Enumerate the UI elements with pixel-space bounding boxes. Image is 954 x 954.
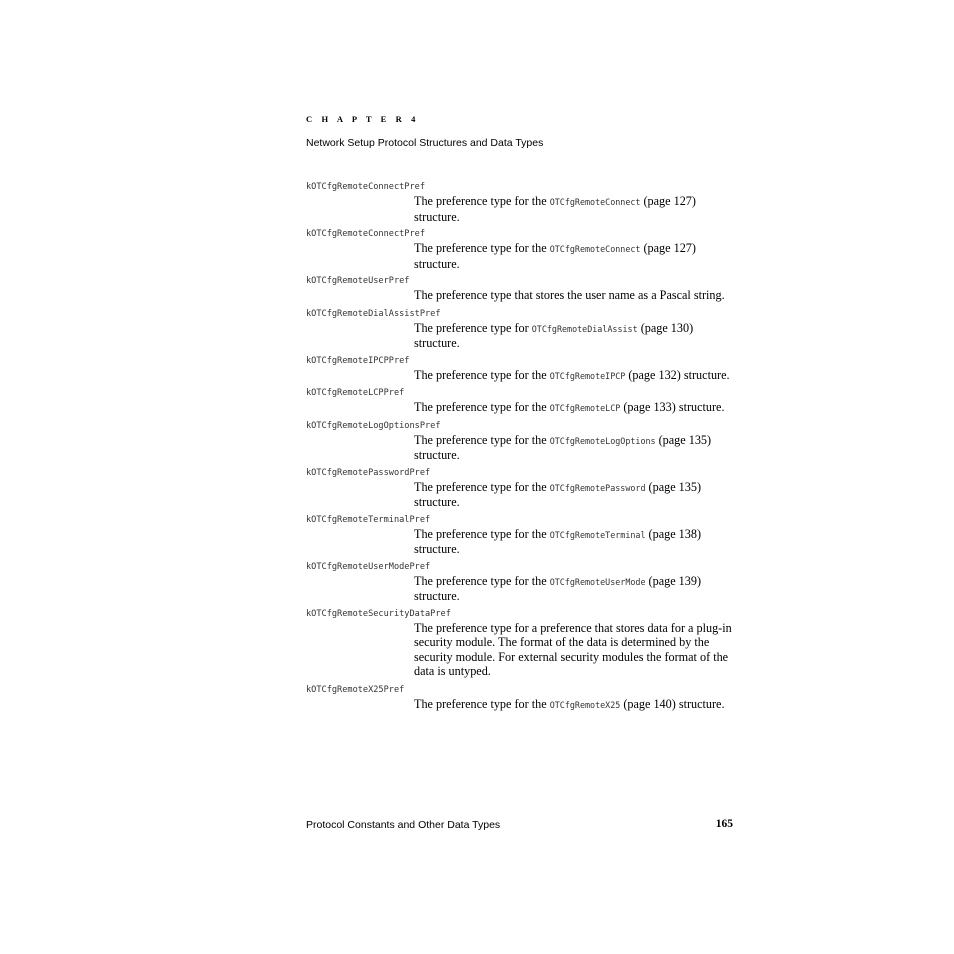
description-text: The preference type for the xyxy=(414,400,550,414)
constant-description xyxy=(414,288,734,304)
constant-description xyxy=(414,400,734,416)
definition-entry xyxy=(306,684,736,713)
constant-description xyxy=(414,368,734,384)
definition-entry xyxy=(306,608,736,680)
description-text: The preference type for the xyxy=(414,194,550,208)
definition-entry xyxy=(306,420,736,463)
definition-entry xyxy=(306,228,736,271)
structure-link[interactable]: OTCfgRemoteConnect xyxy=(549,197,641,207)
chapter-label: C H A P T E R 4 xyxy=(306,114,419,124)
definition-entry xyxy=(306,561,736,604)
description-text: (page 127) structure. xyxy=(414,194,696,224)
constant-description xyxy=(414,574,734,604)
description-text: The preference type for the xyxy=(414,479,550,494)
constant-name: kOTCfgRemoteSecurityDataPref xyxy=(306,608,451,619)
structure-link[interactable]: OTCfgRemoteLCP xyxy=(549,403,621,413)
constant-name: kOTCfgRemoteTerminalPref xyxy=(306,514,431,525)
constant-name: kOTCfgRemoteLCPPref xyxy=(306,388,405,398)
constant-description xyxy=(414,194,734,224)
description-text: The preference type for xyxy=(414,320,532,335)
constant-name: kOTCfgRemoteConnectPref xyxy=(306,229,425,239)
structure-link[interactable]: OTCfgRemoteDialAssist xyxy=(531,323,638,334)
definition-entry xyxy=(306,275,736,304)
constant-name: kOTCfgRemoteX25Pref xyxy=(306,684,405,695)
definition-entry xyxy=(306,181,736,224)
description-text: (page 132) structure. xyxy=(625,367,730,382)
description-text: (page 135) structure. xyxy=(414,432,712,462)
constant-name: kOTCfgRemoteLogOptionsPref xyxy=(306,420,441,431)
constant-name: kOTCfgRemoteConnectPref xyxy=(306,182,425,192)
structure-link[interactable]: OTCfgRemotePassword xyxy=(549,482,646,493)
page-number: 165 xyxy=(715,818,733,830)
constant-name: kOTCfgRemotePasswordPref xyxy=(306,467,431,478)
structure-link[interactable]: OTCfgRemoteLogOptions xyxy=(549,435,656,446)
description-text: (page 133) structure. xyxy=(620,400,725,414)
description-text: The preference type for the xyxy=(414,526,550,541)
structure-link[interactable]: OTCfgRemoteX25 xyxy=(549,699,621,710)
chapter-title: Network Setup Protocol Structures and Data Types xyxy=(306,137,544,149)
constant-name: kOTCfgRemoteUserPref xyxy=(306,276,410,286)
definition-entry xyxy=(306,308,736,351)
constant-description xyxy=(414,697,734,713)
constant-description xyxy=(414,621,734,680)
structure-link[interactable]: OTCfgRemoteConnect xyxy=(549,244,641,254)
constant-name: kOTCfgRemoteIPCPPref xyxy=(306,355,410,366)
description-text: (page 135) structure. xyxy=(414,479,701,509)
definition-entry xyxy=(306,467,736,510)
description-text: The preference type for the xyxy=(414,696,550,711)
description-text: The preference type for the xyxy=(414,573,550,588)
description-text: The preference type for a preference that stores data for a plug-in security module. The format of the data is determined by the security module. For external security modules the format of the data is untyped. xyxy=(414,620,732,678)
description-text: (page 139) structure. xyxy=(414,573,701,603)
description-text: The preference type that stores the user name as a Pascal string. xyxy=(414,288,725,302)
definition-entry xyxy=(306,514,736,557)
description-text: The preference type for the xyxy=(414,432,550,447)
definition-list xyxy=(306,181,736,716)
constant-description xyxy=(414,433,734,463)
description-text: (page 130) structure. xyxy=(414,320,694,350)
description-text: (page 127) structure. xyxy=(414,241,696,271)
structure-link[interactable]: OTCfgRemoteTerminal xyxy=(549,529,646,540)
constant-description xyxy=(414,480,734,510)
constant-description xyxy=(414,241,734,271)
description-text: (page 140) structure. xyxy=(620,696,725,711)
constant-name: kOTCfgRemoteDialAssistPref xyxy=(306,308,441,319)
structure-link[interactable]: OTCfgRemoteUserMode xyxy=(549,576,646,587)
structure-link[interactable]: OTCfgRemoteIPCP xyxy=(549,370,626,381)
constant-description xyxy=(414,527,734,557)
description-text: The preference type for the xyxy=(414,241,550,255)
constant-description xyxy=(414,321,734,351)
footer-section-title: Protocol Constants and Other Data Types xyxy=(306,819,501,831)
description-text: (page 138) structure. xyxy=(414,526,701,556)
constant-name: kOTCfgRemoteUserModePref xyxy=(306,561,431,572)
definition-entry xyxy=(306,387,736,416)
definition-entry xyxy=(306,355,736,384)
description-text: The preference type for the xyxy=(414,367,550,382)
